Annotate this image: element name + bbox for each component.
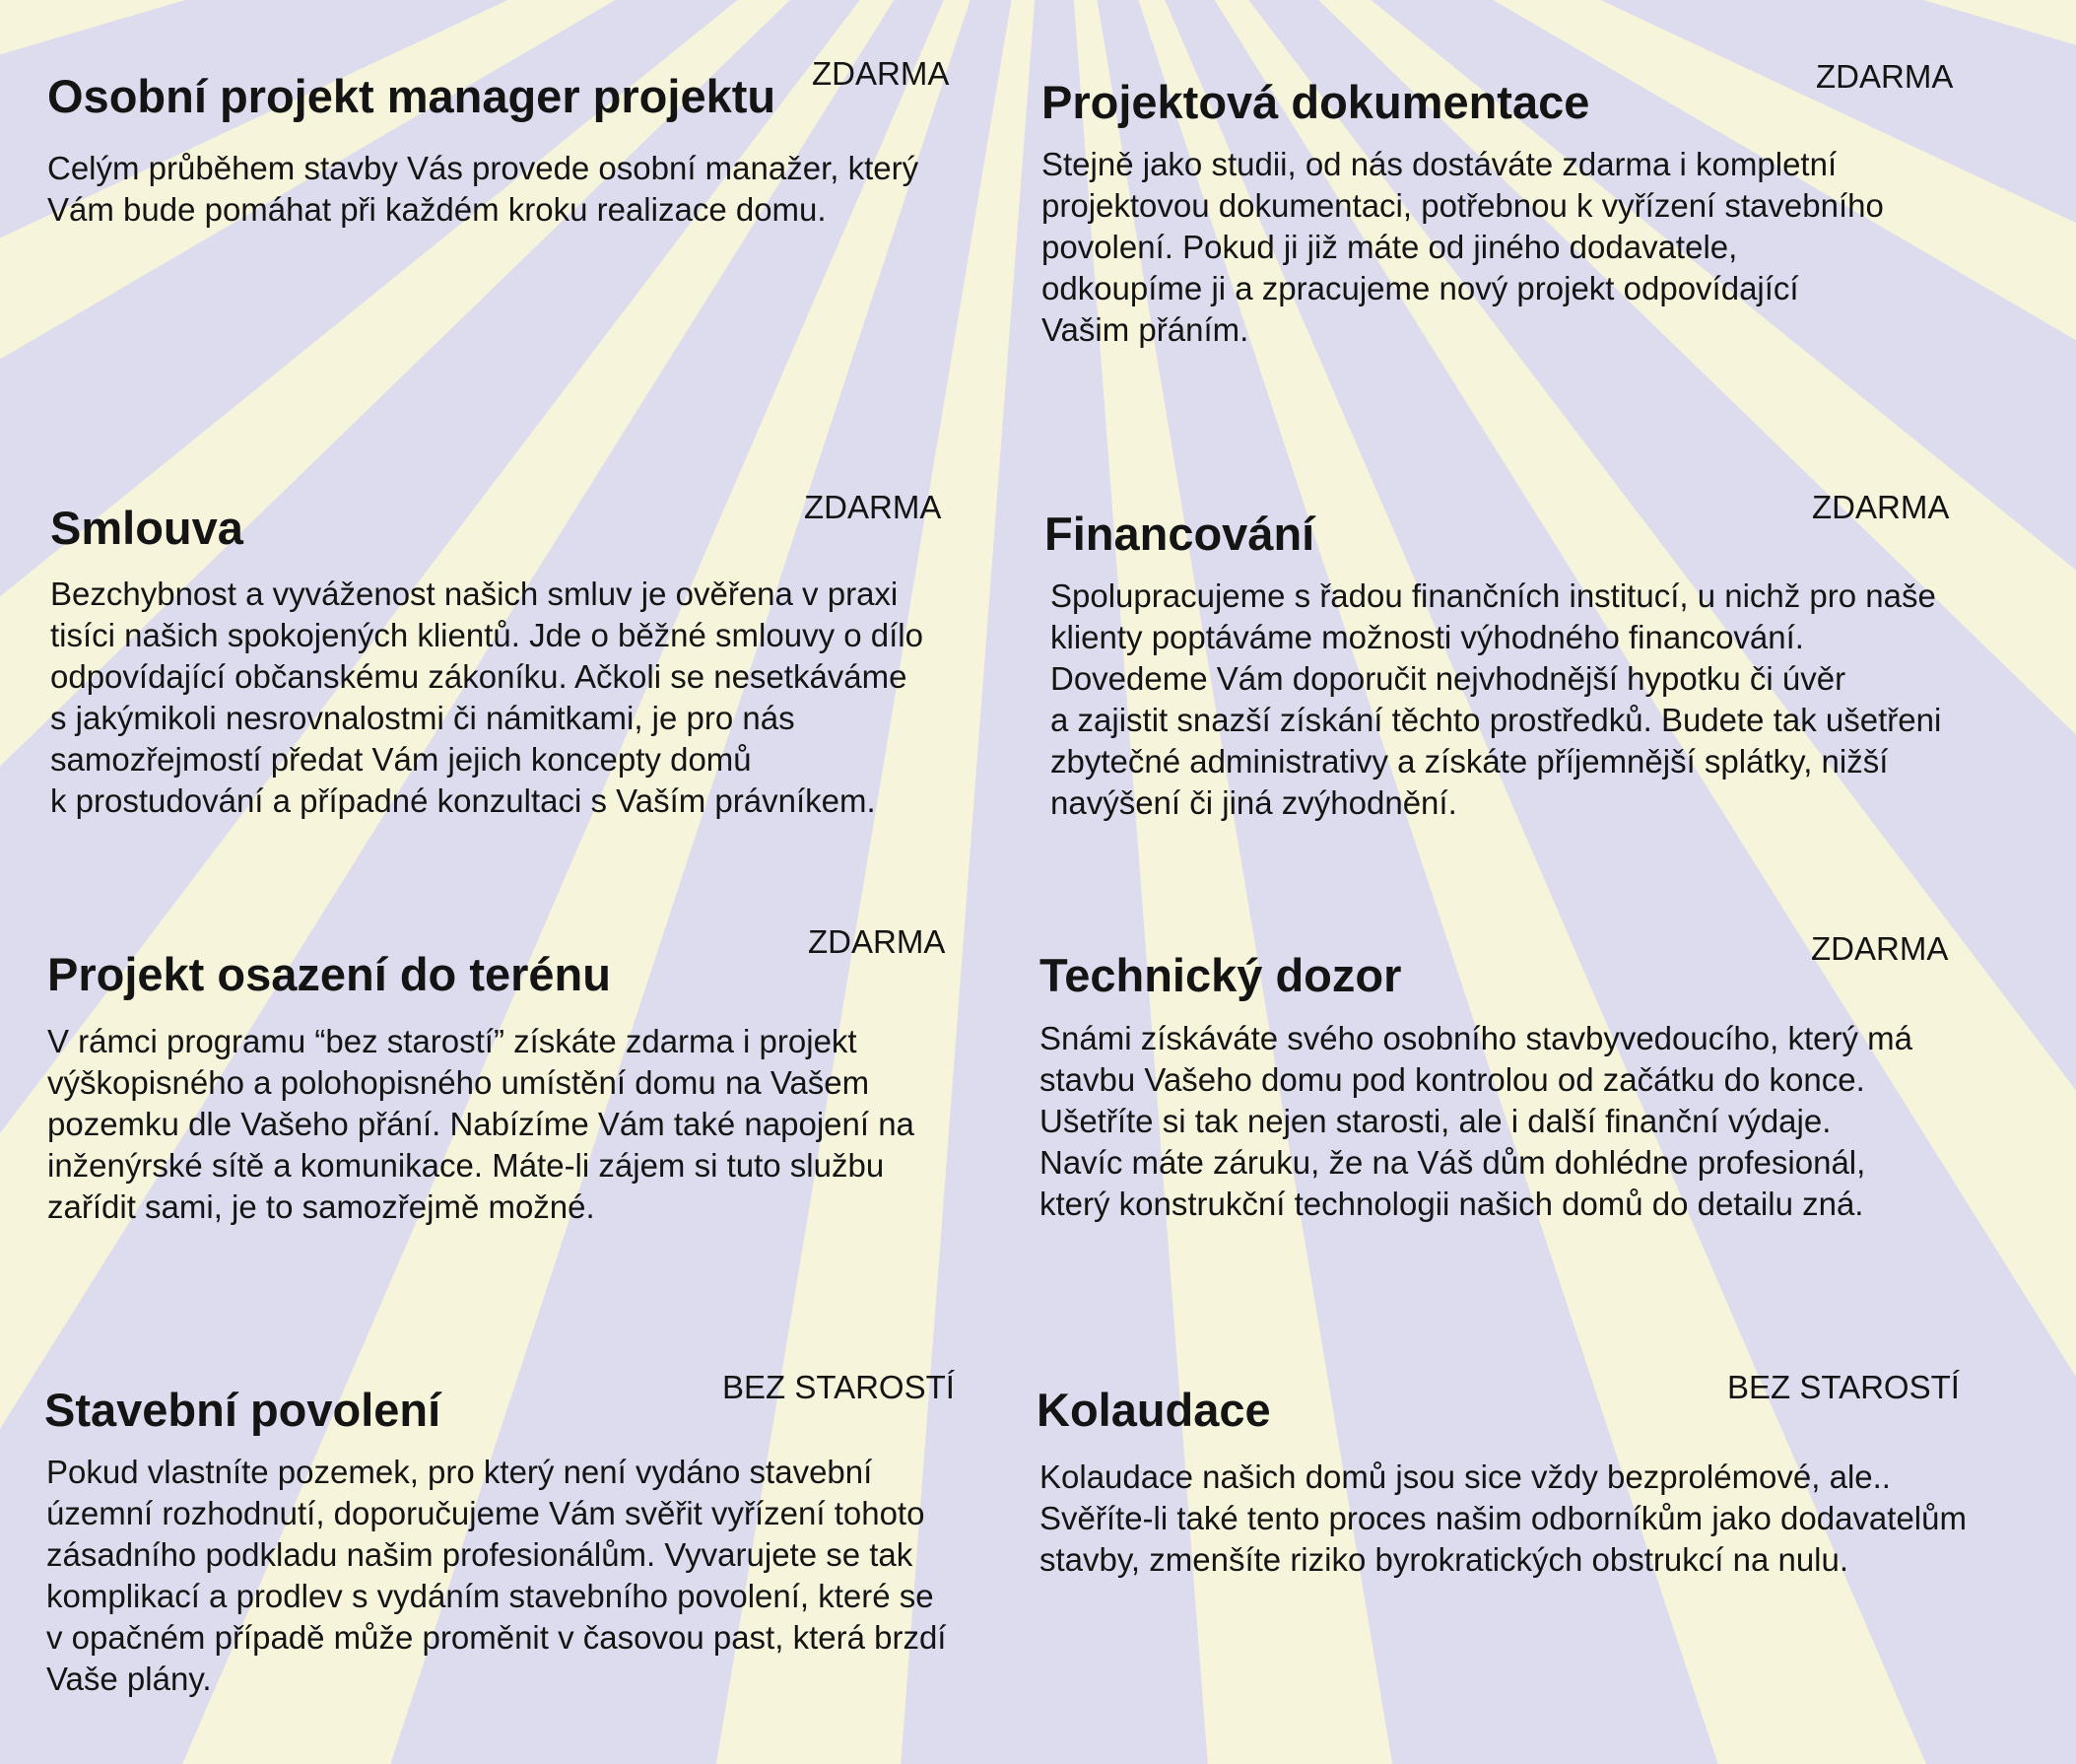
description-line: Celým průběhem stavby Vás provede osobní manažer, který xyxy=(47,150,919,186)
description-line: odkoupíme ji a zpracujeme nový projekt odpovídající xyxy=(1041,270,1799,306)
card-badge: ZDARMA xyxy=(812,55,950,92)
description-line: Snámi získáváte svého osobního stavbyvedoucího, který má xyxy=(1039,1020,1912,1056)
card-badge: ZDARMA xyxy=(804,489,942,525)
service-card-final-approval xyxy=(1037,1369,2051,1590)
description-line: odpovídající občanskému zákoníku. Ačkoli se nesetkáváme xyxy=(50,658,907,695)
service-card-project-manager xyxy=(47,55,993,237)
card-badge: ZDARMA xyxy=(808,923,946,960)
description-line: komplikací a prodlev s vydáním stavebního povolení, které se xyxy=(46,1578,934,1614)
card-description xyxy=(1039,1018,1912,1225)
description-line: samozřejmostí předat Vám jejich koncepty domů xyxy=(50,741,752,778)
description-line: Bezchybnost a vyváženost našich smluv je ověřena v praxi xyxy=(50,576,899,612)
description-line: s jakýmikoli nesrovnalostmi či námitkami, je pro nás xyxy=(50,700,795,736)
description-line: k prostudování a případné konzultaci s Vaším právníkem. xyxy=(50,782,876,819)
service-card-contract xyxy=(50,489,996,826)
card-description xyxy=(1050,576,1941,824)
card-description xyxy=(50,574,923,822)
card-title: Projekt osazení do terénu xyxy=(47,948,611,1000)
description-line: inženýrské sítě a komunikace. Máte-li zájem si tuto službu xyxy=(47,1147,885,1184)
card-badge: BEZ STAROSTÍ xyxy=(1727,1369,1960,1405)
description-line: územní rozhodnutí, doporučujeme Vám svěřit vyřízení tohoto xyxy=(46,1495,925,1531)
description-line: Pokud vlastníte pozemek, pro který není vydáno stavební xyxy=(46,1454,873,1490)
card-description xyxy=(1039,1457,1967,1581)
description-line: tisíci našich spokojených klientů. Jde o běžné smlouvy o dílo xyxy=(50,617,923,653)
description-line: výškopisného a polohopisného umístění domu na Vašem xyxy=(47,1064,870,1101)
description-line: Vám bude pomáhat při každém kroku realizace domu. xyxy=(47,191,827,228)
description-line: Ušetříte si tak nejen starosti, ale i další finanční výdaje. xyxy=(1039,1103,1832,1139)
service-card-technical-supervision xyxy=(1039,930,2025,1234)
description-line: Vašim přáním. xyxy=(1041,311,1249,348)
description-line: zásadního podkladu našim profesionálům. Vyvarujete se tak xyxy=(46,1536,913,1573)
service-card-terrain-placement xyxy=(47,923,993,1233)
description-line: Navíc máte záruku, že na Váš dům dohlédne profesionál, xyxy=(1039,1144,1866,1181)
card-description xyxy=(47,1021,914,1228)
description-line: který konstrukční technologii našich domů do detailu zná. xyxy=(1039,1186,1864,1222)
card-badge: ZDARMA xyxy=(1812,489,1950,525)
card-title: Osobní projekt manager projektu xyxy=(47,70,776,122)
card-title: Technický dozor xyxy=(1039,949,1402,1001)
card-badge: ZDARMA xyxy=(1816,58,1954,95)
card-description xyxy=(1041,144,1884,351)
card-badge: ZDARMA xyxy=(1811,930,1949,967)
card-description xyxy=(46,1452,946,1700)
description-line: zařídit sami, je to samozřejmě možné. xyxy=(47,1188,595,1225)
service-card-building-permit xyxy=(44,1369,1020,1708)
description-line: v opačném případě může proměnit v časovou past, která brzdí xyxy=(46,1619,947,1656)
description-line: Dovedeme Vám doporučit nejvhodnější hypotku či úvěr xyxy=(1050,660,1846,697)
description-line: pozemku dle Vašeho přání. Nabízíme Vám také napojení na xyxy=(47,1106,914,1142)
description-line: klienty poptáváme možnosti výhodného financování. xyxy=(1050,619,1804,655)
service-card-financing xyxy=(1044,489,2049,832)
card-title: Projektová dokumentace xyxy=(1041,76,1590,128)
description-line: Kolaudace našich domů jsou sice vždy bezprolémové, ale.. xyxy=(1039,1459,1891,1495)
description-line: a zajistit snazší získání těchto prostředků. Budete tak ušetřeni xyxy=(1050,702,1942,738)
description-line: Svěříte-li také tento proces našim odborníkům jako dodavatelům xyxy=(1039,1500,1967,1536)
card-title: Financování xyxy=(1044,508,1315,560)
description-line: projektovou dokumentaci, potřebnou k vyřízení stavebního xyxy=(1041,187,1884,224)
description-line: V rámci programu “bez starostí” získáte zdarma i projekt xyxy=(47,1023,857,1059)
description-line: Spolupracujeme s řadou finančních institucí, u nichž pro naše xyxy=(1050,577,1936,614)
description-line: navýšení či jiná zvýhodnění. xyxy=(1050,784,1457,821)
description-line: stavbu Vašeho domu pod kontrolou od začátku do konce. xyxy=(1039,1061,1865,1098)
card-title: Smlouva xyxy=(50,502,243,554)
card-title: Stavební povolení xyxy=(44,1384,441,1436)
description-line: stavby, zmenšíte riziko byrokratických obstrukcí na nulu. xyxy=(1039,1541,1849,1578)
description-line: Vaše plány. xyxy=(46,1661,212,1697)
card-description xyxy=(47,148,918,231)
service-card-project-documentation xyxy=(1041,58,2027,361)
description-line: Stejně jako studii, od nás dostáváte zdarma i kompletní xyxy=(1041,146,1838,182)
description-line: zbytečné administrativy a získáte příjemnější splátky, nižší xyxy=(1050,743,1889,780)
card-title: Kolaudace xyxy=(1037,1384,1271,1436)
description-line: povolení. Pokud ji již máte od jiného dodavatele, xyxy=(1041,229,1738,265)
card-badge: BEZ STAROSTÍ xyxy=(722,1369,955,1405)
